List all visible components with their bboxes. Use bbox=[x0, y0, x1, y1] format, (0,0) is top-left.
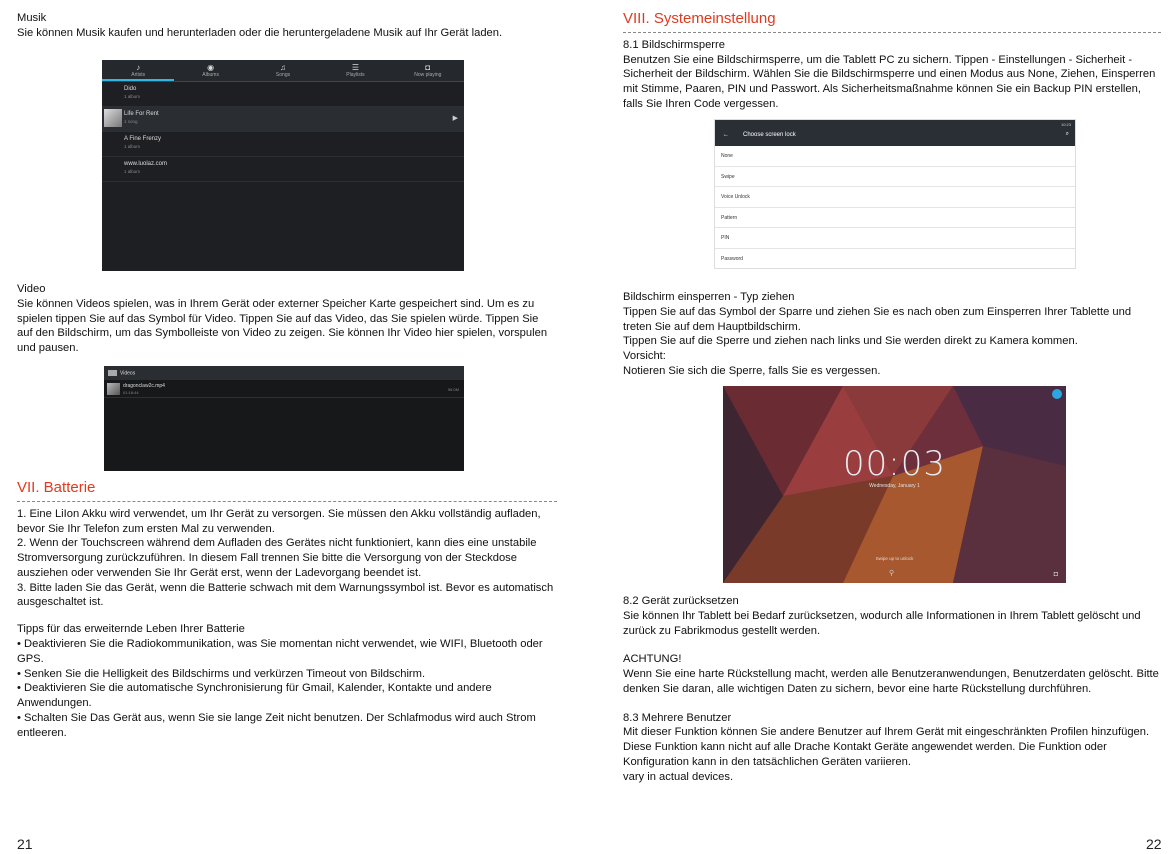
tab-playlists[interactable]: ☰ Playlists bbox=[319, 60, 391, 81]
search-icon[interactable]: ⌕ bbox=[1065, 131, 1069, 137]
unlock-hint: Swipe up to unlock bbox=[875, 556, 914, 561]
s82-title: 8.2 Gerät zurücksetzen bbox=[623, 595, 739, 607]
artist-icon: ♪ bbox=[136, 63, 141, 72]
ziehen-section bbox=[623, 290, 1161, 379]
video-heading: Video bbox=[17, 283, 46, 295]
lock-icon[interactable]: ⚲ bbox=[889, 570, 895, 577]
lockscreen-screenshot bbox=[723, 386, 1066, 583]
lock-header: 10:23 ← Choose screen lock ⌕ bbox=[715, 120, 1075, 146]
lock-option-pin[interactable]: PIN bbox=[715, 228, 1075, 249]
batterie-section bbox=[17, 478, 557, 741]
tip-item: • Schalten Sie Das Gerät aus, wenn Sie sie lange Zeit nicht benutzen. Der Schlafmodus wird auch Strom entleeren. bbox=[17, 711, 536, 739]
tab-songs[interactable]: ♫ Songs bbox=[247, 60, 319, 81]
video-app-icon bbox=[108, 370, 117, 376]
s82-text: Sie können Ihr Tablett bei Bedarf zurücksetzen, wodurch alle Informationen in Ihrem Tablett gelöscht und zurück zu Fabrikmodus gestellt werden. bbox=[623, 609, 1141, 637]
reset-section bbox=[623, 594, 1161, 785]
list-item[interactable]: Life For Rent 1 song ▶ bbox=[102, 107, 464, 132]
tab-albums[interactable]: ◉ Albums bbox=[174, 60, 246, 81]
list-item[interactable]: A Fine Frenzy 1 album bbox=[102, 132, 464, 157]
song-icon: ♫ bbox=[280, 63, 287, 72]
s83-text: Mit dieser Funktion können Sie andere Benutzer auf Ihrem Gerät mit eingeschränkten Profilen hinzufügen. Diese Funktion kann nicht auf alle Drache Kontakt Geräte angewendet werden. Die Funktion oder Konfiguration kann in den tatsächlichen Geräten variieren. bbox=[623, 726, 1150, 769]
lock-option-none[interactable]: None bbox=[715, 146, 1075, 167]
tip-item: • Deaktivieren Sie die automatische Synchronisierung für Gmail, Kalender, Kontakte und andere Anwendungen. bbox=[17, 682, 492, 710]
list-item[interactable]: www.luolaz.com 1 album bbox=[102, 157, 464, 182]
ziehen-p2: Tippen Sie auf die Sperre und ziehen nach links und Sie werden direkt zu Kamera kommen. bbox=[623, 335, 1078, 348]
ziehen-p4: Notieren Sie sich die Sperre, falls Sie es vergessen. bbox=[623, 364, 881, 377]
batterie-p1: 1. Eine LiIon Akku wird verwendet, um Ihr Gerät zu versorgen. Sie müssen den Akku vollständig aufladen, bevor Sie Ihr Telefon zum ersten Mal zu verwenden. bbox=[17, 507, 541, 535]
lock-option-password[interactable]: Password bbox=[715, 249, 1075, 270]
tab-artists[interactable]: ♪ Artists bbox=[102, 60, 174, 81]
lock-option-pattern[interactable]: Pattern bbox=[715, 208, 1075, 229]
musik-heading: Musik bbox=[17, 12, 47, 24]
video-screenshot bbox=[104, 366, 464, 471]
music-screenshot bbox=[102, 60, 464, 271]
batterie-p3: 3. Bitte laden Sie das Gerät, wenn die Batterie schwach mit dem Warnungssymbol ist. Bevor es automatisch ausgeschaltet ist. bbox=[17, 581, 554, 609]
play-arrow-icon: ▶ bbox=[452, 115, 458, 122]
video-text: Sie können Videos spielen, was in Ihrem Gerät oder externer Speicher Karte gespeichert sind. Um es zu spielen tippen Sie auf das Symbol für Video. Tippen Sie auf das Video, das Sie spielen würde. Tippen Sie auf den Bildschirm, um das Symbolleiste von Video zu zeigen. Sie können Ihr Video hier spielen, vorspulen und pausen. bbox=[17, 297, 548, 355]
batterie-p2: 2. Wenn der Touchscreen während dem Aufladen des Gerätes nicht funktioniert, kann dies eine unstabile Stromversorgung zurückzuführen. In diesem Fall trennen Sie bitte die Versorgung von der Steckdose ausziehen oder verwenden Sie Ihr Gerät erst, wenn der Ladevorgang beendet ist. bbox=[17, 537, 537, 579]
musik-text: Sie können Musik kaufen und herunterladen oder die heruntergeladene Musik auf Ihr Gerät laden. bbox=[17, 26, 503, 39]
musik-section bbox=[17, 11, 557, 41]
back-arrow-icon[interactable]: ← bbox=[723, 132, 729, 138]
achtung-text: Wenn Sie eine harte Rückstellung macht, werden alle Benutzeranwendungen, Benutzerdaten gelöscht. Bitte denken Sie daran, alle wichtigen Daten zu sichern, bevor eine harte Rückstellung durchführen. bbox=[623, 668, 1159, 695]
tips-title: Tipps für das erweiternde Leben Ihrer Batterie bbox=[17, 623, 245, 636]
album-icon: ◉ bbox=[207, 63, 215, 72]
s83-tail: vary in actual devices. bbox=[623, 770, 734, 783]
batterie-heading: VII. Batterie bbox=[17, 478, 557, 502]
tip-item: • Deaktivieren Sie die Radiokommunikation, was Sie momentan nicht verwendet, wie WIFI, Bluetooth oder GPS. bbox=[17, 638, 543, 665]
achtung-title: ACHTUNG! bbox=[623, 653, 682, 666]
tip-item: • Senken Sie die Helligkeit des Bildschirms und verkürzen Timeout von Bildschirm. bbox=[17, 667, 426, 680]
page-number: 22 bbox=[1146, 836, 1162, 852]
s83-title: 8.3 Mehrere Benutzer bbox=[623, 711, 732, 724]
page-number: 21 bbox=[17, 836, 33, 852]
list-item[interactable]: Dido 1 album bbox=[102, 82, 464, 107]
list-item[interactable]: dragonclaw2c.mp4 01:18:44 96.0M bbox=[104, 380, 464, 398]
lock-screenshot bbox=[714, 119, 1076, 269]
now-playing-icon: ◘ bbox=[425, 63, 431, 72]
album-art bbox=[104, 109, 122, 127]
lock-clock: 00:03 bbox=[843, 444, 946, 484]
video-thumb bbox=[107, 383, 120, 395]
lock-option-voice[interactable]: Voice Unlock bbox=[715, 187, 1075, 208]
system-section bbox=[623, 9, 1161, 112]
lock-date: Wednesday, January 1 bbox=[869, 483, 920, 489]
s81-title: 8.1 Bildschirmsperre bbox=[623, 38, 725, 51]
video-header: Videos bbox=[104, 366, 464, 380]
avatar[interactable] bbox=[1052, 389, 1062, 399]
ziehen-p3: Vorsicht: bbox=[623, 350, 666, 363]
lock-option-swipe[interactable]: Swipe bbox=[715, 167, 1075, 188]
system-heading: VIII. Systemeinstellung bbox=[623, 9, 1161, 33]
s81-text: Benutzen Sie eine Bildschirmsperre, um die Tablett PC zu sichern. Tippen - Einstellungen - Sicherheit - Sicherheit der Bildschirm. Wählen Sie die Bildschirmsperre und einen Modus aus None, Ziehen, Einsperren mit Stimme, Paaren, PIN und Passwort. Als Sicherheitsmaßnahme können Sie ein Backup PIN erstellen, falls Sie Ihren Code vergessen. bbox=[623, 53, 1156, 110]
music-tabs bbox=[102, 60, 464, 82]
tab-now-playing[interactable]: ◘ Now playing bbox=[392, 60, 464, 81]
right-page bbox=[587, 0, 1174, 854]
camera-icon[interactable]: ◘ bbox=[1053, 571, 1058, 578]
ziehen-p1: Tippen Sie auf das Symbol der Sparre und ziehen Sie es nach oben zum Einsperren Ihrer Tablette und treten Sie auf dem Hauptbildschirm. bbox=[623, 305, 1132, 333]
video-section bbox=[17, 282, 557, 356]
playlist-icon: ☰ bbox=[351, 63, 359, 72]
ziehen-title: Bildschirm einsperren - Typ ziehen bbox=[623, 291, 795, 303]
